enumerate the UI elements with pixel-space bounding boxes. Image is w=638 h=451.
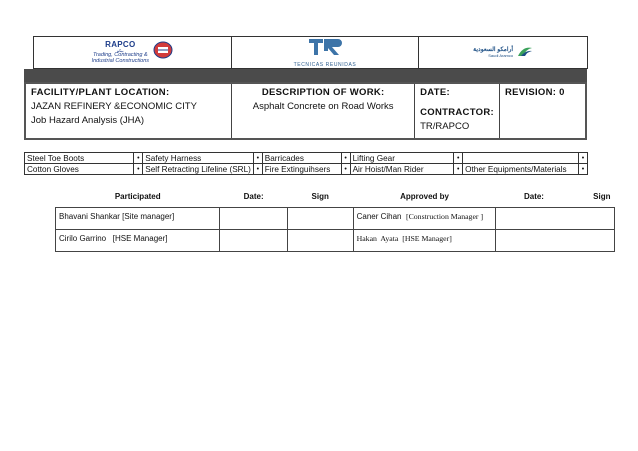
rapco-arabic: بيكو xyxy=(117,48,124,53)
ppe-item: Steel Toe Boots xyxy=(25,153,134,164)
ppe-item: Fire Extinguihsers xyxy=(262,164,341,175)
ppe-checkbox[interactable]: • xyxy=(341,153,350,164)
ppe-item: Cotton Gloves xyxy=(25,164,134,175)
date-label: DATE: xyxy=(420,87,450,98)
aramco-english: Saudi Aramco xyxy=(488,52,514,58)
aramco-logo xyxy=(419,44,587,62)
ppe-item: Air Hoist/Man Rider xyxy=(350,164,454,175)
aramco-arabic: أرامكو السعودية xyxy=(473,47,514,54)
facility-location-value: JAZAN REFINERY &ECONOMIC CITY xyxy=(31,101,197,112)
participation-row xyxy=(56,207,615,229)
tecnicas-reunidas-logo xyxy=(232,38,419,68)
date-sign-header xyxy=(496,187,615,207)
ppe-checkbox[interactable]: • xyxy=(454,153,463,164)
revision-label: REVISION: 0 xyxy=(504,87,565,98)
participant-name: Bhavani Shankar [Site manager] xyxy=(56,207,220,229)
participant-sign-field[interactable] xyxy=(287,229,353,251)
contractor-label: CONTRACTOR: xyxy=(420,107,494,118)
tecnicas-logo-cell xyxy=(231,37,419,69)
approver-role: [Construction Manager ] xyxy=(405,211,484,221)
facility-info-table xyxy=(24,82,587,140)
participation-row xyxy=(56,229,615,251)
ppe-checkbox[interactable]: • xyxy=(134,164,143,175)
date-header-2: Date: xyxy=(523,192,544,202)
approver-cell xyxy=(353,229,496,251)
logo-header xyxy=(33,36,588,69)
approver-name: Caner Cihan xyxy=(356,211,402,221)
ppe-checkbox[interactable]: • xyxy=(253,164,262,175)
rapco-name: RAPCO xyxy=(105,40,136,49)
contractor-value: TR/RAPCO xyxy=(420,121,470,132)
participant-date-field[interactable] xyxy=(220,207,287,229)
date-header: Date: xyxy=(243,192,264,202)
aramco-logo-cell xyxy=(419,37,588,69)
ppe-checkbox[interactable]: • xyxy=(454,164,463,175)
ppe-checkbox[interactable]: • xyxy=(134,153,143,164)
dark-band xyxy=(24,69,587,82)
document-type: Job Hazard Analysis (JHA) xyxy=(31,115,144,126)
approver-role: [HSE Manager] xyxy=(402,233,452,243)
rapco-emblem-icon xyxy=(153,41,173,64)
ppe-row xyxy=(25,153,588,164)
ppe-checkbox[interactable]: • xyxy=(579,153,588,164)
approver-name: Hakan Ayata xyxy=(356,233,399,243)
participant-name: Cirilo Garrino [HSE Manager] xyxy=(56,229,220,251)
revision-cell xyxy=(499,83,586,139)
rapco-logo xyxy=(34,41,231,64)
ppe-item: Barricades xyxy=(262,153,341,164)
facility-location-cell xyxy=(25,83,232,139)
ppe-checkbox[interactable]: • xyxy=(579,164,588,175)
ppe-checklist-table xyxy=(24,152,588,175)
ppe-item: Self Retracting Lifeline (SRL) xyxy=(143,164,254,175)
rapco-logo-cell xyxy=(34,37,232,69)
participant-date-field[interactable] xyxy=(220,229,287,251)
work-description-value: Asphalt Concrete on Road Works xyxy=(252,101,394,112)
approver-cell xyxy=(353,207,496,229)
tecnicas-mark-icon xyxy=(307,38,343,61)
facility-location-label: FACILITY/PLANT LOCATION: xyxy=(31,87,170,98)
participation-header-row xyxy=(56,187,615,207)
approved-by-header: Approved by xyxy=(400,192,449,202)
aramco-mark-icon xyxy=(517,44,533,62)
work-description-cell xyxy=(232,83,415,139)
ppe-checkbox[interactable]: • xyxy=(341,164,350,175)
sign-header: Sign xyxy=(311,192,329,202)
participated-header: Participated xyxy=(114,192,161,202)
date-contractor-cell xyxy=(415,83,500,139)
ppe-item: Lifting Gear xyxy=(350,153,454,164)
ppe-checkbox[interactable]: • xyxy=(253,153,262,164)
rapco-tagline-2: Industrial Constructions xyxy=(91,57,150,64)
ppe-row xyxy=(25,164,588,175)
ppe-item xyxy=(463,153,579,164)
tecnicas-name: TECNICAS REUNIDAS xyxy=(293,61,357,68)
ppe-item: Safety Harness xyxy=(143,153,254,164)
approver-date-sign-field[interactable] xyxy=(496,229,615,251)
participant-sign-field[interactable] xyxy=(287,207,353,229)
work-description-label: DESCRIPTION OF WORK: xyxy=(261,87,385,98)
ppe-item: Other Equipments/Materials xyxy=(463,164,579,175)
approver-date-sign-field[interactable] xyxy=(496,207,615,229)
participation-table xyxy=(55,187,615,252)
sign-header-2: Sign xyxy=(593,192,611,202)
rapco-tagline-1: Trading, Contracting & xyxy=(93,52,148,58)
